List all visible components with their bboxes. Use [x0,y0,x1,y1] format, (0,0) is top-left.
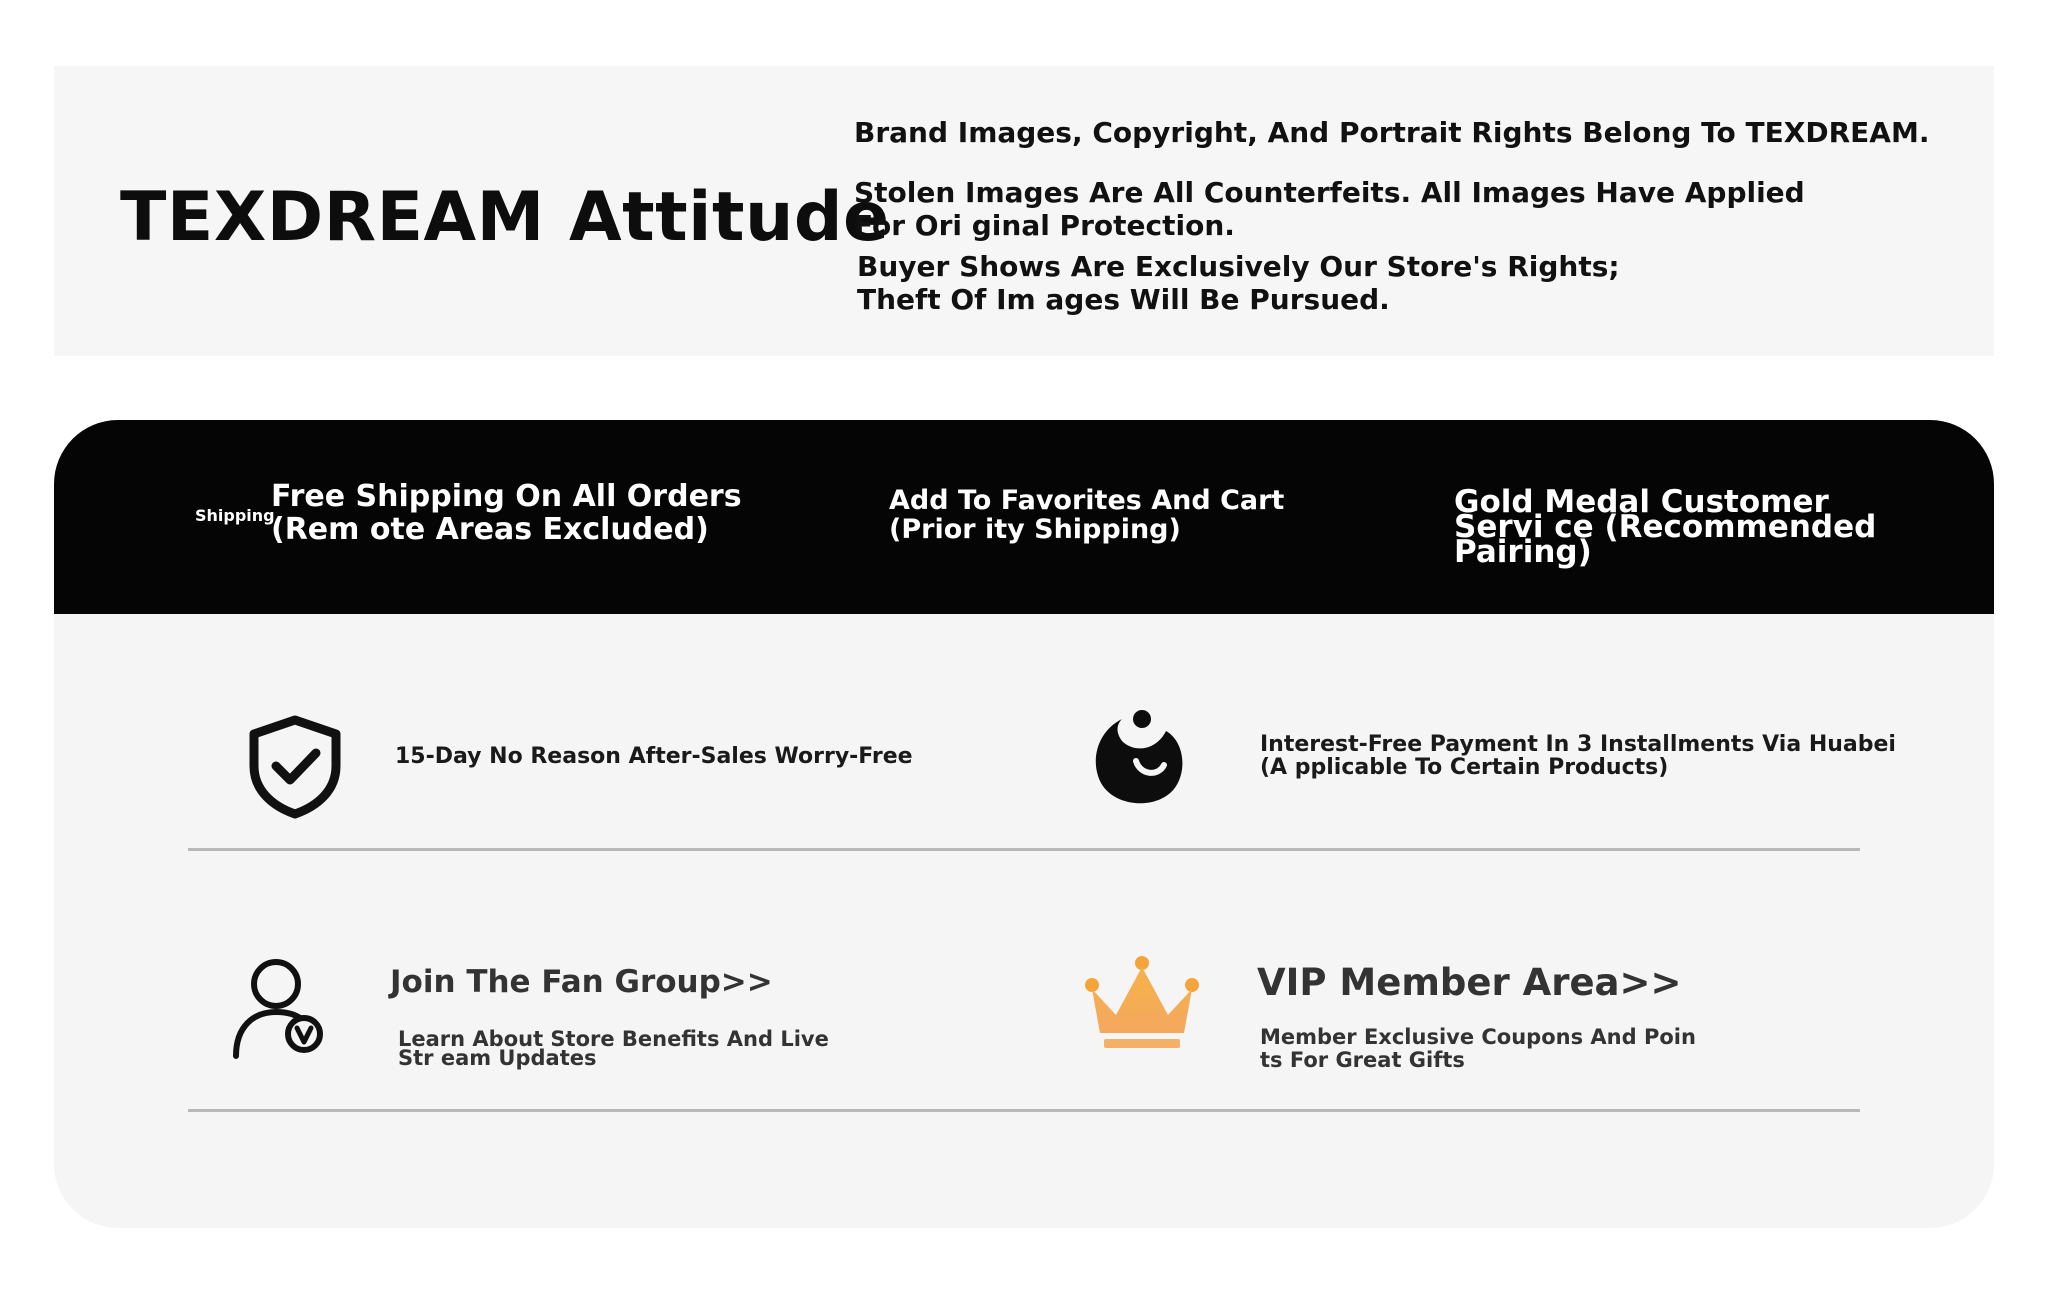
fan-group-link[interactable]: Join The Fan Group>> [390,964,773,1000]
fan-group-subtitle: Learn About Store Benefits And Live Str eam Updates [398,1027,829,1070]
after-sales-text: 15-Day No Reason After-Sales Worry-Free [395,744,913,769]
shipping-tag: Shipping [195,506,275,525]
vip-member-link[interactable]: VIP Member Area>> [1257,961,1682,1004]
buyer-show-notice: Buyer Shows Are Exclusively Our Store's Rights; Theft Of Im ages Will Be Pursued. [857,250,1620,316]
divider [188,1109,1860,1112]
benefits-bar [54,420,1994,614]
shield-check-icon [240,710,350,820]
vip-member-subtitle: Member Exclusive Coupons And Poin ts For Great Gifts [1260,1025,1696,1072]
huabei-installments-text: Interest-Free Payment In 3 Installments Via Huabei (A pplicable To Certain Products) [1260,732,1896,780]
brand-title: TEXDREAM Attitude [120,178,890,257]
user-check-icon[interactable] [226,954,336,1064]
gold-medal-service-text: Gold Medal Customer Servi ce (Recommended Pairing) [1454,484,1877,570]
counterfeit-notice: Stolen Images Are All Counterfeits. All Images Have Applied For Ori ginal Protection. [854,176,1805,242]
huabei-logo-icon [1084,703,1194,813]
favorites-cart-text: Add To Favorites And Cart (Prior ity Shipping) [889,485,1285,545]
crown-icon[interactable] [1082,955,1202,1055]
copyright-notice: Brand Images, Copyright, And Portrait Rights Belong To TEXDREAM. [854,116,1930,149]
service-card [54,420,1994,1228]
brand-banner [54,66,1994,356]
free-shipping-text: Free Shipping On All Orders (Rem ote Areas Excluded) [271,479,742,547]
divider [188,848,1860,851]
